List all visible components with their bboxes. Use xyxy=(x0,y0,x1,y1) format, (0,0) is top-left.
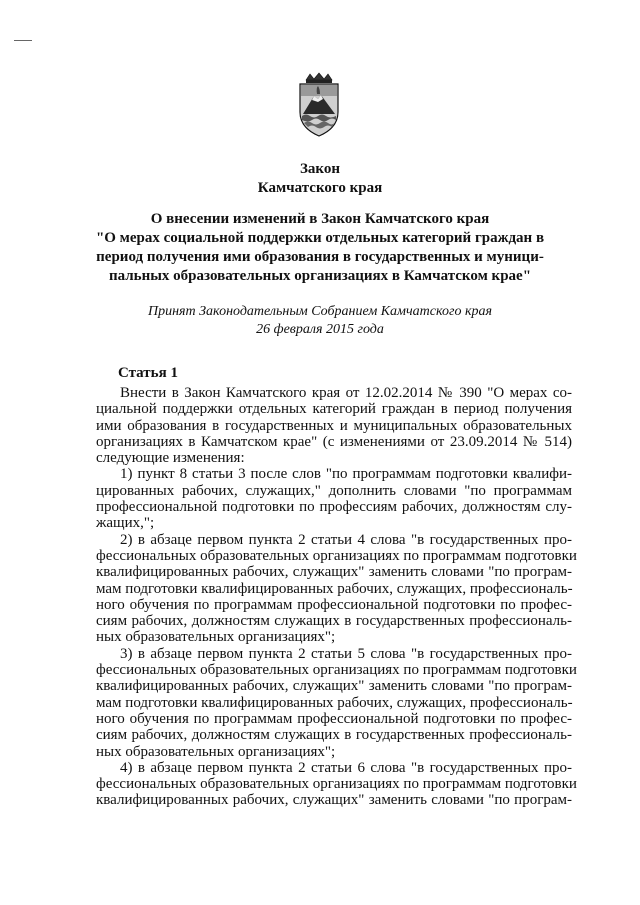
body-line: 3) в абзаце первом пункта 2 статьи 5 слова "в государственных про- xyxy=(120,645,572,662)
body-line: ного обучения по программам профессиональной подготовки по профес- xyxy=(96,596,572,613)
article-body xyxy=(96,385,577,809)
article-heading: Статья 1 xyxy=(118,365,178,381)
body-line: циальной поддержки отдельных категорий граждан в период получения xyxy=(96,401,572,418)
adoption-line: Принят Законодательным Собранием Камчатского края xyxy=(147,304,493,319)
body-line: ных образовательных организациях"; xyxy=(96,743,336,760)
body-line: мам подготовки квалифицированных рабочих, служащих, профессиональ- xyxy=(96,694,573,711)
body-line: цированных рабочих, служащих," дополнить словами "по программам xyxy=(96,482,572,499)
kamchatka-coat-of-arms-icon xyxy=(294,72,344,138)
adoption-date: 26 февраля 2015 года xyxy=(256,322,384,337)
body-line: фессиональных образовательных организациях по программам подготовки xyxy=(96,547,577,564)
body-line: 2) в абзаце первом пункта 2 статьи 4 слова "в государственных про- xyxy=(120,531,572,548)
law-subject-line: О внесении изменений в Закон Камчатского края xyxy=(150,211,490,227)
body-line: мам подготовки квалифицированных рабочих, служащих, профессиональ- xyxy=(96,580,573,597)
body-line: следующие изменения: xyxy=(96,450,245,467)
body-line: ных образовательных организациях"; xyxy=(96,629,336,646)
law-subject xyxy=(60,210,580,286)
body-line: сиям рабочих, должностям служащих в государственных профессиональ- xyxy=(96,613,572,630)
law-title-line: Закон xyxy=(299,161,340,177)
body-line: сиям рабочих, должностям служащих в государственных профессиональ- xyxy=(96,727,572,744)
law-subject-line: пальных образовательных организациях в Камчатском крае" xyxy=(108,268,532,284)
body-line: 1) пункт 8 статьи 3 после слов "по программам подготовки квалифи- xyxy=(120,466,572,483)
law-title-line: Камчатского края xyxy=(257,180,383,196)
body-line: организациях в Камчатском крае" (с изменениями от 23.09.2014 № 514) xyxy=(96,433,572,450)
adoption-note xyxy=(60,303,580,339)
body-line: квалифицированных рабочих, служащих" заменить словами "по програм- xyxy=(96,564,572,581)
body-line: жащих,"; xyxy=(96,515,155,532)
law-title xyxy=(60,160,580,198)
scan-mark xyxy=(14,40,32,41)
body-line: профессиональной подготовки по профессиям рабочих, должностям слу- xyxy=(96,499,572,516)
body-line: ими образования в государственных и муниципальных образовательных xyxy=(96,417,572,434)
law-subject-line: период получения ими образования в государственных и муници- xyxy=(96,249,544,265)
body-line: фессиональных образовательных организациях по программам подготовки xyxy=(96,776,577,793)
body-line: ного обучения по программам профессиональной подготовки по профес- xyxy=(96,710,572,727)
body-line: квалифицированных рабочих, служащих" заменить словами "по програм- xyxy=(96,792,572,809)
body-line: 4) в абзаце первом пункта 2 статьи 6 слова "в государственных про- xyxy=(120,759,572,776)
body-line: квалифицированных рабочих, служащих" заменить словами "по програм- xyxy=(96,678,572,695)
body-line: фессиональных образовательных организациях по программам подготовки xyxy=(96,662,577,679)
body-line: Внести в Закон Камчатского края от 12.02.2014 № 390 "О мерах со- xyxy=(120,385,572,401)
law-subject-line: "О мерах социальной поддержки отдельных категорий граждан в xyxy=(95,230,545,246)
